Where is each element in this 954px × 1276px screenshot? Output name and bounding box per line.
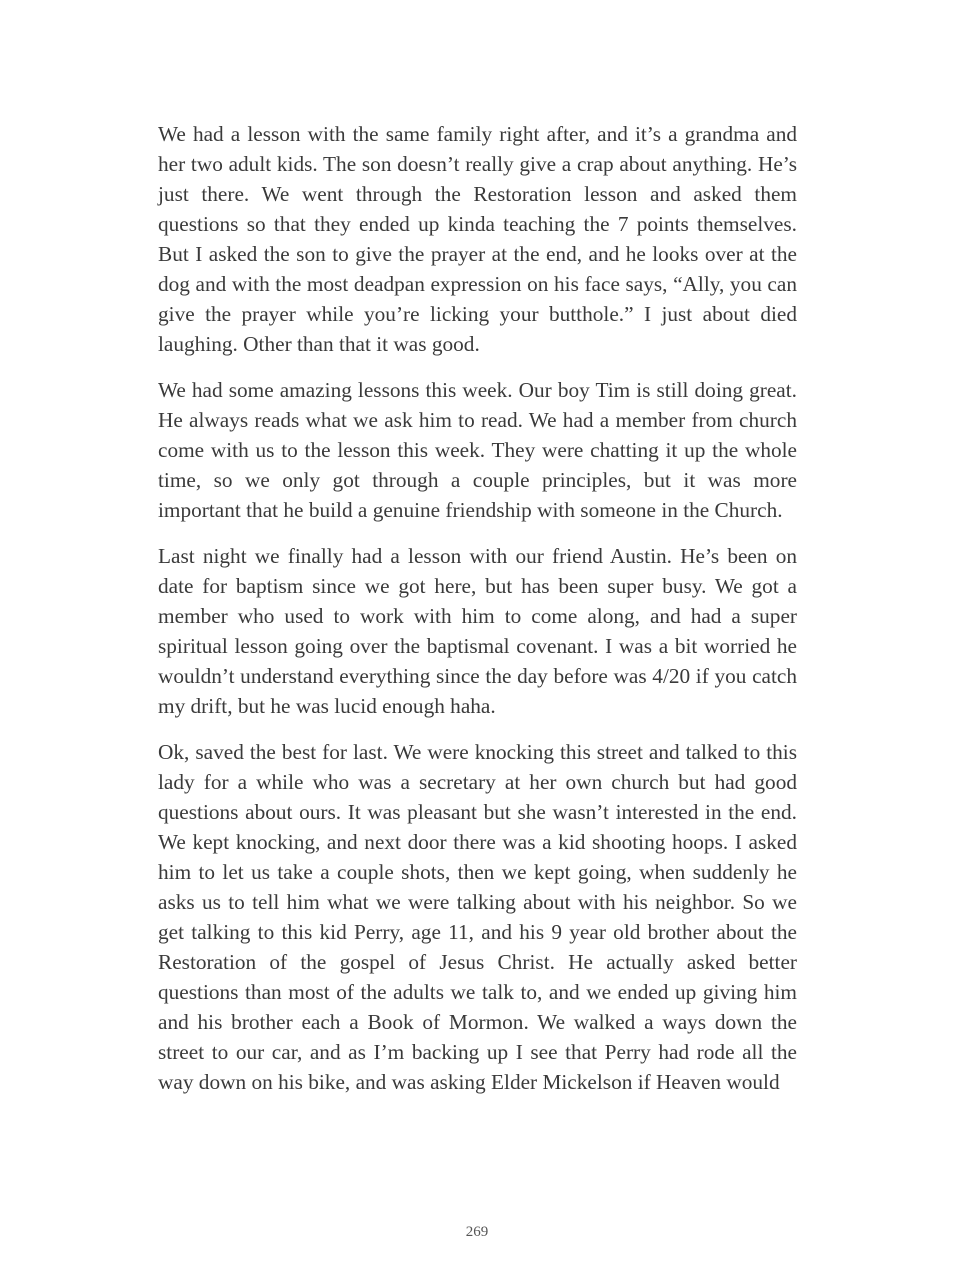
paragraph-family-lesson: We had a lesson with the same family right after, and it’s a grandma and her two adult kids. The son doesn’t really give a crap about anything. He’s just there. We went through the Restoration lesson and asked them questions so that they ended up kinda teaching the 7 points themselves. But I asked the son to give the prayer at the end, and he looks over at the dog and with the most deadpan expression on his face says, “Ally, you can give the prayer while you’re licking your butthole.” I just about died laughing. Other than that it was good. bbox=[158, 122, 797, 356]
paragraph-perry-story: Ok, saved the best for last. We were knocking this street and talked to this lady for a while who was a secretary at her own church but had good questions about ours. It was pleasant but she wasn’t interested in the end. We kept knocking, and next door there was a kid shooting hoops. I asked him to let us take a couple shots, then we kept going, when suddenly he asks us to tell him what we were talking about with his neighbor. So we get talking to this kid Perry, age 11, and his 9 year old brother about the Restoration of the gospel of Jesus Christ. He actually asked better questions than most of the adults we talk to, and we ended up giving him and his brother each a Book of Mormon. We walked a ways down the street to our car, and as I’m backing up I see that Perry had rode all the way down on his bike, and was asking Elder Mickelson if Heaven would bbox=[158, 740, 797, 1094]
page-number: 269 bbox=[465, 1224, 489, 1240]
body-text bbox=[158, 119, 797, 1097]
paragraph-austin-lesson: Last night we finally had a lesson with our friend Austin. He’s been on date for baptism since we got here, but has been super busy. We got a member who used to work with him to come along, and had a super spiritual lesson going over the baptismal covenant. I was a bit worried he wouldn’t understand everything since the day before was 4/20 if you catch my drift, but he was lucid enough haha. bbox=[158, 544, 797, 718]
paragraph-tim-lesson: We had some amazing lessons this week. Our boy Tim is still doing great. He always reads what we ask him to read. We had a member from church come with us to the lesson this week. They were chatting it up the whole time, so we only got through a couple principles, but it was more important that he build a genuine friendship with someone in the Church. bbox=[158, 378, 797, 522]
